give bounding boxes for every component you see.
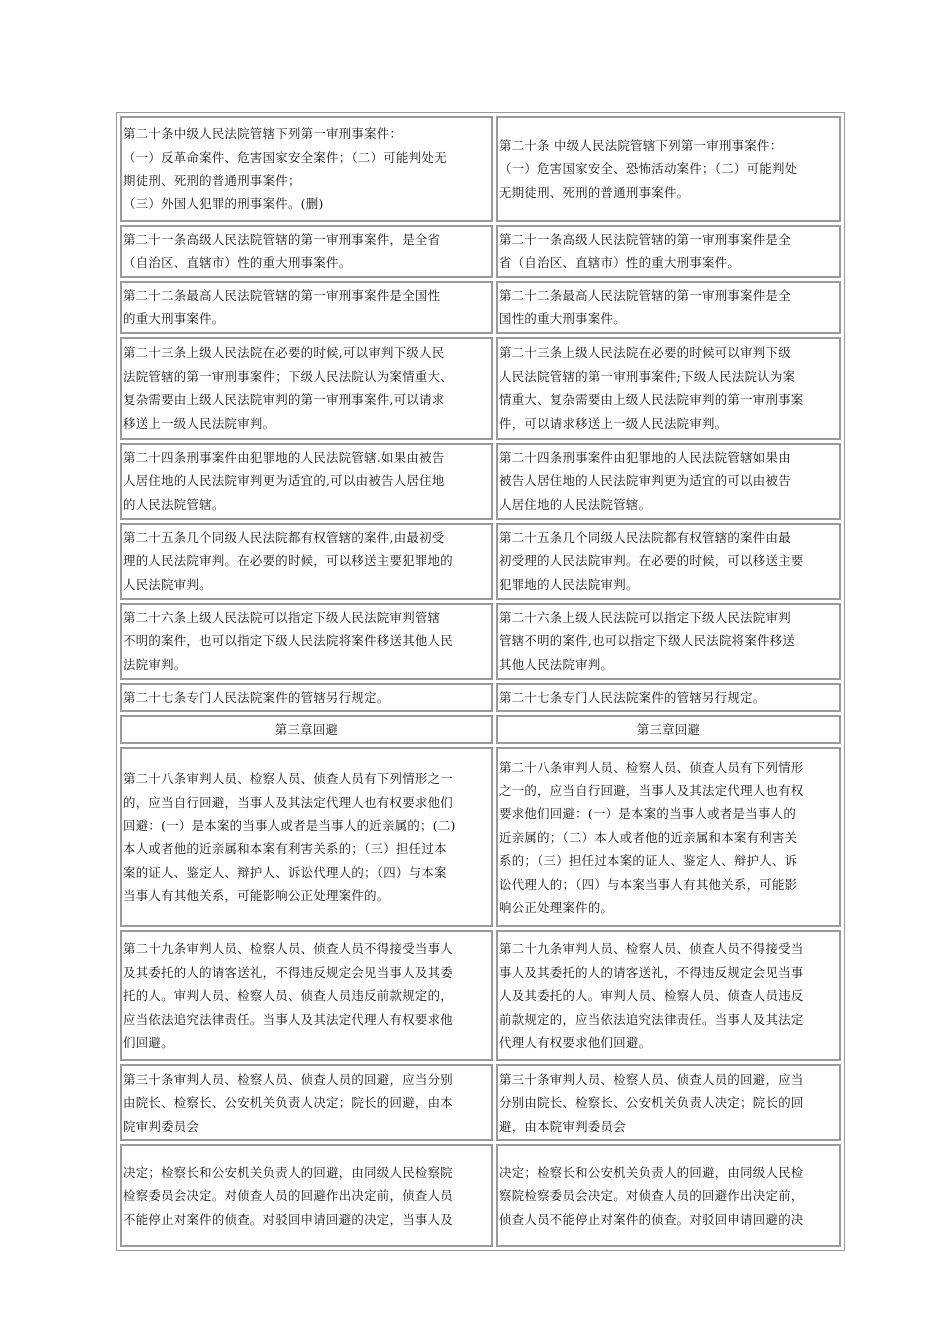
text-line: 之一的，应当自行回避，当事人及其法定代理人也有权 [499,782,804,798]
text-line: 的，应当自行回避，当事人及其法定代理人也有权要求他们 [123,794,453,810]
original-text-cell [120,337,493,440]
original-text-cell [120,747,493,927]
text-line: 的人民法院管辖。 [123,496,225,512]
text-line: 被告人居住地的人民法院审判更为适宜的可以由被告 [499,473,791,489]
table-row [120,523,841,600]
text-line: 由院长、检察长、公安机关负责人决定；院长的回避，由本 [123,1095,453,1111]
amended-text-cell [496,603,841,680]
text-line: 第三十条审判人员、检察人员、侦查人员的回避，应当分别 [123,1071,453,1087]
original-text-cell [120,1064,493,1141]
text-line: 期徒刑、死刑的普通刑事案件； [123,173,301,188]
text-line: 人居住地的人民法院管辖。 [499,496,652,512]
text-line: 法院审判。 [123,656,187,672]
text-line: 管辖不明的案件,也可以指定下级人民法院将案件移送 [499,633,796,649]
text-line: 人民法院管辖的第一审刑事案件;下级人民法院认为案 [499,368,796,384]
text-line: 第二十七条专门人民法院案件的管辖另行规定。 [123,689,390,705]
text-line: 情重大、复杂需要由上级人民法院审判的第一审刑事案 [499,392,804,408]
text-line: 系的；（三）担任过本案的证人、鉴定人、辩护人、诉 [499,853,798,869]
text-line: 其他人民法院审判。 [499,656,614,672]
table-row [120,225,841,278]
original-text-cell [120,930,493,1061]
table-row [120,603,841,680]
text-line: 第三章回避 [274,722,339,738]
text-line: 第二十条中级人民法院管辖下列第一审刑事案件： [123,126,403,142]
text-line: 应当依法追究法律责任。当事人及其法定代理人有权要求他 [123,1011,453,1027]
original-text-cell [120,523,493,600]
original-text-cell [120,715,493,744]
text-line: （三）外国人犯罪的刑事案件。(删) [123,196,324,212]
amended-text-cell [496,683,841,712]
text-line: 托的人。审判人员、检察人员、侦查人员违反前款规定的， [123,988,453,1004]
text-line: 移送上一级人民法院审判。 [123,415,276,431]
text-line: 本人或者他的近亲属和本案有利害关系的；（三）担任过本 [123,841,447,857]
text-line: 第二十三条上级人民法院在必要的时候,可以审判下级人民 [123,345,445,361]
table-row [120,683,841,712]
amended-text-cell [496,715,841,744]
text-line: 人居住地的人民法院审判更为适宜的,可以由被告人居住地 [123,473,445,489]
table-row [120,1064,841,1141]
original-text-cell [120,281,493,334]
text-line: 第二十四条刑事案件由犯罪地的人民法院管辖.如果由被告 [123,450,445,466]
text-line: 代理人有权要求他们回避。 [499,1035,652,1051]
text-line: 第二十八条审判人员、检察人员、侦查人员有下列情形 [499,759,804,775]
original-text-cell [120,603,493,680]
text-line: 犯罪地的人民法院审判。 [499,576,639,592]
text-line: 第二十二条最高人民法院管辖的第一审刑事案件是全 [499,287,791,303]
text-line: 第二十六条上级人民法院可以指定下级人民法院审判管辖 [123,610,441,626]
amended-text-cell [496,443,841,520]
table-row [120,116,841,222]
text-line: 第二十六条上级人民法院可以指定下级人民法院审判 [499,610,791,626]
text-line: 响公正处理案件的。 [499,899,614,915]
text-line: 第二十三条上级人民法院在必要的时候可以审判下级 [499,345,791,361]
text-line: 法院管辖的第一审刑事案件；下级人民法院认为案情重大、 [123,368,453,384]
amended-text-cell [496,116,841,222]
text-line: 第二十八条审判人员、检察人员、侦查人员有下列情形之一 [123,771,453,787]
text-line: 讼代理人的；（四）与本案当事人有其他关系，可能影 [499,876,798,892]
original-text-cell [120,443,493,520]
text-line: 人民法院审判。 [123,576,212,592]
text-line: 理的人民法院审判。在必要的时候，可以移送主要犯罪地的 [123,553,453,569]
text-line: 第三章回避 [636,722,701,738]
text-line: 第二十条 中级人民法院管辖下列第一审刑事案件： [499,137,783,153]
text-line: 案的证人、鉴定人、辩护人、诉讼代理人的；（四）与本案 [123,864,447,880]
text-line: 当事人有其他关系，可能影响公正处理案件的。 [123,888,390,904]
text-line: 回避：(一）是本案的当事人或者是当事人的近亲属的；(二) [123,818,456,834]
text-line: 国性的重大刑事案件。 [499,311,626,327]
text-line: 第二十五条几个同级人民法院都有权管辖的案件,由最初受 [123,530,445,546]
amended-text-cell [496,523,841,600]
table-row [120,715,841,744]
text-line: 们回避。 [123,1035,174,1051]
text-line: 第二十二条最高人民法院管辖的第一审刑事案件是全国性 [123,287,441,303]
text-line: 复杂需要由上级人民法院审判的第一审刑事案件,可以请求 [123,392,445,408]
text-line: 分别由院长、检察长、公安机关负责人决定；院长的回 [499,1095,804,1111]
text-line: 第二十四条刑事案件由犯罪地的人民法院管辖如果由 [499,450,791,466]
table-row [120,930,841,1061]
amended-text-cell [496,225,841,278]
text-line: 事人及其委托的人的请客送礼，不得违反规定会见当事 [499,964,804,980]
text-line: 不能停止对案件的侦查。对驳回申请回避的决定，当事人及 [123,1211,453,1227]
text-line: 院审判委员会 [123,1118,200,1134]
text-line: 的重大刑事案件。 [123,311,225,327]
original-text-cell [120,1144,493,1247]
amended-text-cell [496,930,841,1061]
text-line: 第二十七条专门人民法院案件的管辖另行规定。 [499,689,766,705]
text-line: 第二十九条审判人员、检察人员、侦查人员不得接受当事人 [123,941,453,957]
text-line: 侦查人员不能停止对案件的侦查。对驳回申请回避的决 [499,1211,804,1227]
text-line: 察院检察委员会决定。对侦查人员的回避作出决定前， [499,1188,804,1204]
table-row [120,281,841,334]
text-line: （一）反革命案件、危害国家安全案件；（二）可能判处无 [123,149,447,165]
text-line: （一）危害国家安全、恐怖活动案件；（二）可能判处 [499,161,798,177]
original-text-cell [120,225,493,278]
text-line: 第三十条审判人员、检察人员、侦查人员的回避，应当 [499,1071,804,1087]
table-row [120,337,841,440]
text-line: （自治区、直辖市）性的重大刑事案件。 [123,255,352,271]
text-line: 及其委托的人的请客送礼，不得违反规定会见当事人及其委 [123,964,453,980]
amended-text-cell [496,337,841,440]
comparison-table [116,112,845,1251]
table-row [120,443,841,520]
text-line: 决定；检察长和公安机关负责人的回避，由同级人民检察院 [123,1164,453,1180]
table-body [120,116,841,1247]
text-line: 检察委员会决定。对侦查人员的回避作出决定前，侦查人员 [123,1188,453,1204]
text-line: 近亲属的；（二）本人或者他的近亲属和本案有利害关 [499,829,798,845]
amended-text-cell [496,1064,841,1141]
amended-text-cell [496,747,841,927]
text-line: 第二十五条几个同级人民法院都有权管辖的案件由最 [499,530,791,546]
text-line: 避，由本院审判委员会 [499,1118,626,1134]
text-line: 决定；检察长和公安机关负责人的回避，由同级人民检 [499,1164,804,1180]
text-line: 前款规定的，应当依法追究法律责任。当事人及其法定 [499,1011,804,1027]
text-line: 不明的案件，也可以指定下级人民法院将案件移送其他人民 [123,633,453,649]
text-line: 第二十九条审判人员、检察人员、侦查人员不得接受当 [499,941,804,957]
text-line: 人及其委托的人。审判人员、检察人员、侦查人员违反 [499,988,804,1004]
text-line: 初受理的人民法院审判。在必要的时候，可以移送主要 [499,553,804,569]
original-text-cell [120,116,493,222]
text-line: 无期徒刑、死刑的普通刑事案件。 [499,184,690,200]
text-line: 第二十一条高级人民法院管辖的第一审刑事案件，是全省 [123,232,441,247]
table-row [120,747,841,927]
text-line: 第二十一条高级人民法院管辖的第一审刑事案件是全 [499,232,791,247]
amended-text-cell [496,281,841,334]
amended-text-cell [496,1144,841,1247]
text-line: 要求他们回避：(一）是本案的当事人或者是当事人的 [499,806,797,822]
text-line: 件，可以请求移送上一级人民法院审判。 [499,415,728,431]
original-text-cell [120,683,493,712]
table-row [120,1144,841,1247]
text-line: 省（自治区、直辖市）性的重大刑事案件。 [499,255,741,271]
